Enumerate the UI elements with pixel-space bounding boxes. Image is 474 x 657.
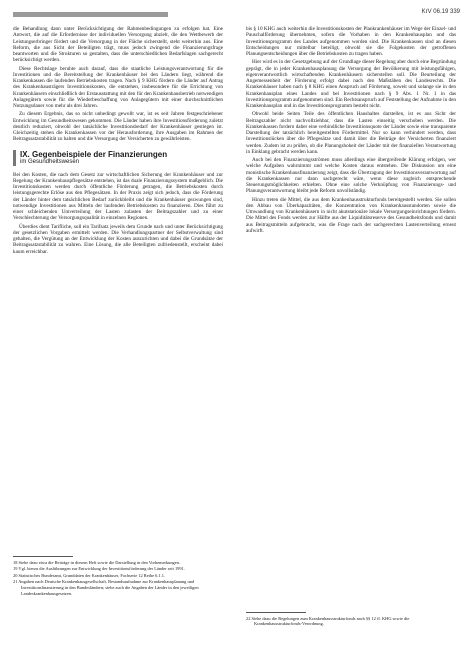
- running-header-journal-page: KrV 06.19 339: [421, 9, 460, 15]
- right-paragraph-1: bis § 10 KHG auch weiterhin die Investitionskosten der Plankrankenhäuser im Wege der Einzel- und Pauschalförderung übernehmen, sofern die Vorhaben in den Krankenhausplan und das Investitionsprogramm des Landes aufgenommen worden sind. Die Krankenkassen sind an diesen Entscheidungen nur mittelbar beteiligt, obwohl sie die Folgekosten der getroffenen Planungsentscheidungen über die Betriebskosten zu tragen haben.: [246, 26, 456, 57]
- footnote: 19 Vgl. hierzu die Ausführungen zur Entwicklung der Investitionsförderung der Länder seit 1991.: [13, 566, 185, 572]
- footnote-divider: [246, 612, 306, 613]
- left-paragraph-2: Diese Rechtslage beruhte auch darauf, dass die staatliche Leistungsverantwortung für die Investitionen und die Bereitstellung der Krankenhäuser bei den Ländern liegt, während die Krankenkassen die laufenden Betriebskosten tragen. Nach § 9 KHG fördern die Länder auf Antrag des Krankenhausträgers Investitionskosten, die entstehen, insbesondere für die Errichtung von Krankenhäusern einschließlich der Erstausstattung mit den für den Krankenhausbetrieb notwendigen Anlagegütern sowie für die Wiederbeschaffung von Anlagegütern mit einer durchschnittlichen Nutzungsdauer von mehr als drei Jahren.: [13, 65, 223, 109]
- right-column: [246, 26, 456, 236]
- footnotes-right: [246, 612, 456, 628]
- footnote-divider: [13, 556, 73, 557]
- footnotes-left: [13, 556, 223, 597]
- left-paragraph-5: Überdies dient Tarifliche, soll ein Tarifsatz jeweils dem Grunde nach und unter Berücksichtigung der gesetzlichen Vorgaben ermittelt werden. Die Verhandlungspartner der Selbstverwaltung sind gehalten, die Vergütung an der Entwicklung der Kosten auszurichten und dabei die Grundsätze der Beitragssatzstabilität zu wahren. Eine Lösung, die alle Beteiligten zufriedenstellt, erscheint dabei kaum erreichbar.: [13, 223, 223, 255]
- section-heading: [13, 150, 223, 166]
- right-paragraph-2: Hier wird es in der Gesetzgebung auf der Grundlage dieser Regelung aber durch eine Begründung geprägt, die in jeder Krankenhausplanung die Versorgung der Bevölkerung mit leistungsfähigen, eigenverantwortlich wirtschaftenden Krankenhäusern sicherstellen soll. Die Beurteilung der Angemessenheit der Förderung erfolgt dabei nach den Maßstäben des Landesrechts. Die Krankenhäuser haben nach § 8 KHG einen Anspruch auf Förderung, soweit und solange sie in den Krankenhausplan eines Landes und bei Investitionen nach § 9 Abs. 1 Nr. 1 in das Investitionsprogramm aufgenommen sind. Ein Rechtsanspruch auf Feststellung der Aufnahme in den Krankenhausplan und in das Investitionsprogramm besteht nicht.: [246, 59, 456, 109]
- footnote: 21 Angaben nach Deutsche Krankenhausgesellschaft, Bestandsaufnahme zur Krankenhausplanung und Investitionsfinanzierung in den Bundesländern; siehe auch die Angaben der Länder in den jeweiligen Landeskrankenhausgesetzen.: [13, 579, 199, 596]
- running-header-bar: [13, 12, 168, 17]
- left-paragraph-1: die Behandlung dann unter Berücksichtigung der Rahmenbedingungen zu erfolgen hat. Eine Antwort, die auf die Erfordernisse der individuellen Versorgung abzielt, die den Wettbewerb der Leistungserbringer fördert und die Versorgung in der Fläche sicherstellt, steht weiterhin aus. Eine Reform, die aus Sicht der Beteiligten trägt, muss jedoch zwingend die Finanzierungsfrage beantworten und die Strukturen so gestalten, dass die unterschiedlichen Bedarfslagen sachgerecht berücksichtigt werden.: [13, 26, 223, 64]
- footnote: 20 Statistisches Bundesamt, Grunddaten der Krankenhäuser, Fachserie 12 Reihe 6.1.1.: [13, 572, 165, 578]
- right-paragraph-3: Obwohl beide Seiten Teile des öffentlichen Haushaltes darstellen, ist es aus Sicht der Beitragszahler nicht nachvollziehbar, dass die Lasten einseitig verschoben werden. Die Krankenkassen fordern daher eine verbindliche Investitionsquote der Länder sowie eine transparente Darstellung der tatsächlich bereitgestellten Fördermittel. Nur so kann verhindert werden, dass Investitionslücken über die Pflegesätze und damit über die Beiträge der Versicherten finanziert werden. Zudem ist zu prüfen, ob die Planungshoheit der Länder mit der finanziellen Verantwortung in Einklang gebracht werden kann.: [246, 111, 456, 155]
- section-title: IX. Gegenbeispiele der Finanzierungen: [20, 149, 168, 159]
- right-paragraph-5: Hinzu treten die Mittel, die aus dem Krankenhausstrukturfonds bereitgestellt werden. Sie sollen den Abbau von Überkapazitäten, die Konzentration von Krankenhausstandorten sowie die Umwandlung von Krankenhäusern in nicht akutstationäre lokale Versorgungseinrichtungen fördern. Die Mittel des Fonds werden zur Hälfte aus der Liquiditätsreserve des Gesundheitsfonds und damit aus Beitragsmitteln aufgebracht, was die Frage nach der sachgerechten Lastenverteilung erneut aufwirft.: [246, 196, 456, 234]
- footnote: 18 Siehe dazu etwa die Beiträge in diesem Heft sowie die Darstellung in den Vorbemerkungen.: [13, 559, 180, 565]
- section-subtitle: im Gesundheitswesen: [20, 158, 80, 165]
- footnote: 22 Siehe dazu die Regelungen zum Krankenhausstrukturfonds nach §§ 12 ff. KHG sowie die Krankenhausstrukturfonds-Verordnung.: [246, 615, 410, 627]
- left-column: [13, 26, 223, 257]
- left-paragraph-4: Bei den Kosten, die nach dem Gesetz zur wirtschaftlichen Sicherung der Krankenhäuser und zur Regelung der Krankenhauspflegesätze entstehen, ist das duale Finanzierungssystem maßgeblich. Die Investitionskosten werden durch öffentliche Förderung getragen, die Betriebskosten durch leistungsgerechte Erlöse aus den Pflegesätzen. In der Praxis zeigt sich jedoch, dass die Förderung der Länder hinter dem tatsächlichen Bedarf zurückbleibt und die Krankenhäuser gezwungen sind, notwendige Investitionen aus Mitteln der laufenden Betriebskosten zu finanzieren. Dies führt zu einer schleichenden Umverteilung der Lasten zulasten der Beitragszahler und zu einer Verschlechterung der Versorgungsqualität in einzelnen Regionen.: [13, 171, 223, 222]
- left-paragraph-3: Zu diesem Ergebnis, das so nicht unbedingt gewollt war, ist es seit Jahren festgeschriebener Entwicklung im Gesundheitswesen gekommen. Die Länder haben ihre Investitionsförderung zuletzt deutlich reduziert, obwohl der tatsächliche Investitionsbedarf der Krankenhäuser gestiegen ist. Gleichzeitig stehen die Krankenkassen vor der Herausforderung, ihre Ausgaben im Rahmen der Beitragssatzstabilität zu halten und die Versorgung der Versicherten zu gewährleisten.: [13, 111, 223, 143]
- right-paragraph-4: Auch bei den Finanzierungsströmen muss allerdings eine übergreifende Klärung erfolgen, wer welche Aufgaben wahrnimmt und welche Kosten daraus entstehen. Die Diskussion um eine monistische Krankenhausfinanzierung zeigt, dass die Übertragung der Investitionsverantwortung auf die Krankenkassen nur dann sachgerecht wäre, wenn diese zugleich entsprechende Steuerungsmöglichkeiten erhielten. Ohne eine solche Verknüpfung von Finanzierungs- und Planungsverantwortung bleibt jede Reform unvollständig.: [246, 157, 456, 195]
